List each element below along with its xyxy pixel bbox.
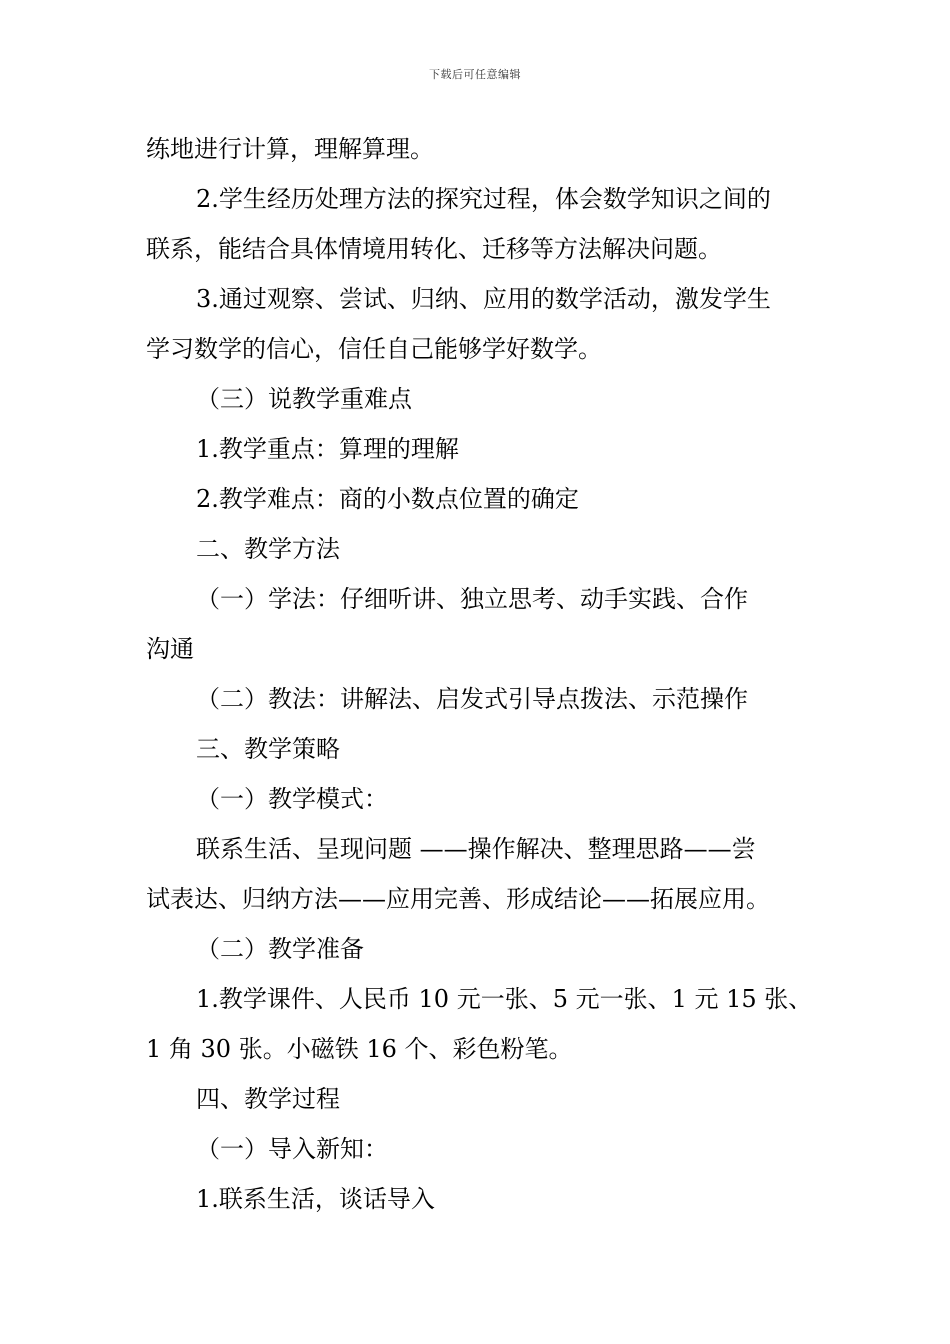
paragraph-line: （三）说教学重难点 xyxy=(196,385,412,413)
paragraph-line: 1.联系生活，谈话导入 xyxy=(196,1185,435,1213)
paragraph-line: （二）教学准备 xyxy=(196,935,364,963)
paragraph-line: （一）教学模式： xyxy=(196,785,388,813)
paragraph-line: 试表达、归纳方法——应用完善、形成结论——拓展应用。 xyxy=(146,885,770,913)
paragraph-line: 学习数学的信心，信任自己能够学好数学。 xyxy=(146,335,602,363)
paragraph-line: 联系生活、呈现问题 ——操作解决、整理思路——尝 xyxy=(196,835,756,863)
paragraph-line: 四、教学过程 xyxy=(196,1085,340,1113)
paragraph-line: 二、教学方法 xyxy=(196,535,340,563)
page-header: 下载后可任意编辑 xyxy=(429,68,521,81)
paragraph-line: 练地进行计算，理解算理。 xyxy=(146,135,434,163)
paragraph-line: 3.通过观察、尝试、归纳、应用的数学活动，激发学生 xyxy=(196,285,771,313)
document-body xyxy=(146,124,816,1224)
paragraph-line: 1.教学课件、人民币 10 元一张、5 元一张、1 元 15 张、 xyxy=(196,985,813,1013)
paragraph-line: 1.教学重点：算理的理解 xyxy=(196,435,459,463)
paragraph-line: 三、教学策略 xyxy=(196,735,340,763)
paragraph-line: 2.教学难点：商的小数点位置的确定 xyxy=(196,485,579,513)
paragraph-line: （一）导入新知： xyxy=(196,1135,388,1163)
paragraph-line: 2.学生经历处理方法的探究过程，体会数学知识之间的 xyxy=(196,185,771,213)
paragraph-line: （二）教法：讲解法、启发式引导点拨法、示范操作 xyxy=(196,685,748,713)
paragraph-line: 联系，能结合具体情境用转化、迁移等方法解决问题。 xyxy=(146,235,722,263)
paragraph-line: 1 角 30 张。小磁铁 16 个、彩色粉笔。 xyxy=(146,1035,573,1063)
paragraph-line: （一）学法：仔细听讲、独立思考、动手实践、合作 xyxy=(196,585,748,613)
paragraph-line: 沟通 xyxy=(146,635,194,663)
